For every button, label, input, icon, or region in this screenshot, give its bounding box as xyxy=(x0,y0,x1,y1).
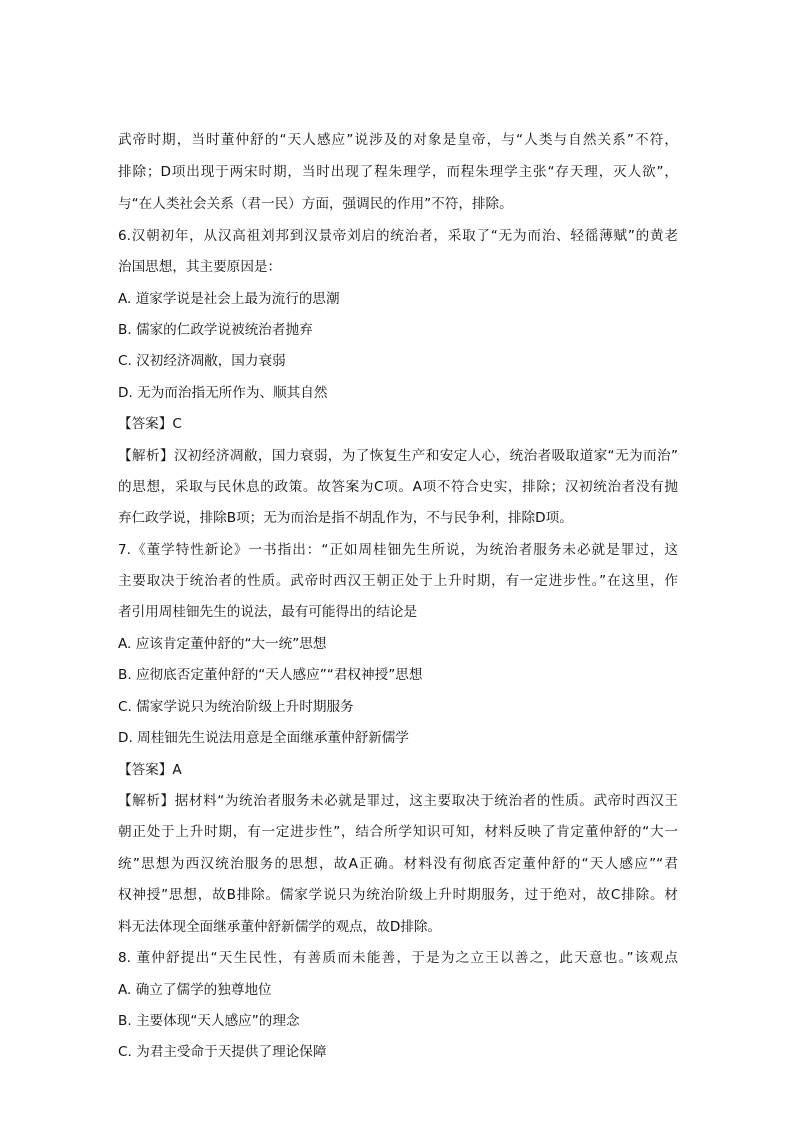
question-6-option-d: D. 无为而治指无所作为、顺其自然 xyxy=(118,385,328,401)
question-6-analysis: 【解析】汉初经济凋敝，国力衰弱，为了恢复生产和安定人心，统治者吸取道家“无为而治” xyxy=(118,448,678,464)
question-6-stem: 6.汉朝初年，从汉高祖刘邦到汉景帝刘启的统治者，采取了“无为而治、轻徭薄赋”的黄老 xyxy=(118,228,678,244)
question-6-stem: 治国思想，其主要原因是： xyxy=(118,259,282,275)
question-7-analysis: 料无法体现全面继承董仲舒新儒学的观点，故D排除。 xyxy=(118,919,442,935)
question-7-stem: 者引用周桂钿先生的说法，最有可能得出的结论是 xyxy=(118,604,418,620)
question-8-stem: 8. 董仲舒提出“天生民性，有善质而未能善，于是为之立王以善之，此天意也。”该观点 xyxy=(118,950,678,966)
question-8-option-c: C. 为君主受命于天提供了理论保障 xyxy=(118,1044,327,1060)
question-7-option-b: B. 应彻底否定董仲舒的“天人感应”“君权神授”思想 xyxy=(118,667,423,683)
question-7-stem: 7.《董学特性新论》一书指出：“正如周桂钿先生所说，为统治者服务未必就是罪过，这 xyxy=(118,542,678,558)
question-7-stem: 主要取决于统治者的性质。武帝时西汉王朝正处于上升时期，有一定进步性。”在这里，作 xyxy=(118,573,678,589)
question-7-option-d: D. 周桂钿先生说法用意是全面继承董仲舒新儒学 xyxy=(118,730,409,746)
question-6-option-a: A. 道家学说是社会上最为流行的思潮 xyxy=(118,291,340,307)
question-7-option-c: C. 儒家学说只为统治阶级上升时期服务 xyxy=(118,699,354,715)
question-7-answer: 【答案】A xyxy=(118,762,182,778)
question-6-answer: 【答案】C xyxy=(118,416,182,432)
question-6-analysis: 弃仁政学说，排除B项；无为而治是指不胡乱作为，不与民争利，排除D项。 xyxy=(118,510,573,526)
question-7-analysis: 统”思想为西汉统治服务的思想，故A正确。材料没有彻底否定董仲舒的“天人感应”“君 xyxy=(118,856,678,872)
intro-line: 排除；D项出现于两宋时期，当时出现了程朱理学，而程朱理学主张“存天理，灭人欲”， xyxy=(118,164,678,180)
question-6-option-b: B. 儒家的仁政学说被统治者抛弃 xyxy=(118,322,313,338)
question-7-analysis: 【解析】据材料“为统治者服务未必就是罪过，这主要取决于统治者的性质。武帝时西汉王 xyxy=(118,793,678,809)
question-7-option-a: A. 应该肯定董仲舒的“大一统”思想 xyxy=(118,636,327,652)
question-8-option-b: B. 主要体现“天人感应”的理念 xyxy=(118,1013,300,1029)
question-7-analysis: 朝正处于上升时期，有一定进步性”，结合所学知识可知，材料反映了肯定董仲舒的“大一 xyxy=(118,824,678,840)
intro-line: 与“在人类社会关系（君一民）方面，强调民的作用”不符，排除。 xyxy=(118,196,513,212)
question-6-option-c: C. 汉初经济凋敝，国力衰弱 xyxy=(118,353,286,369)
question-6-analysis: 的思想，采取与民休息的政策。故答案为C项。A项不符合史实，排除；汉初统治者没有抛 xyxy=(118,479,678,495)
intro-line: 武帝时期，当时董仲舒的“天人感应”说涉及的对象是皇帝，与“人类与自然关系”不符， xyxy=(118,132,678,148)
question-8-option-a: A. 确立了儒学的独尊地位 xyxy=(118,982,272,998)
question-7-analysis: 权神授”思想，故B排除。儒家学说只为统治阶级上升时期服务，过于绝对，故C排除。材 xyxy=(118,887,678,903)
